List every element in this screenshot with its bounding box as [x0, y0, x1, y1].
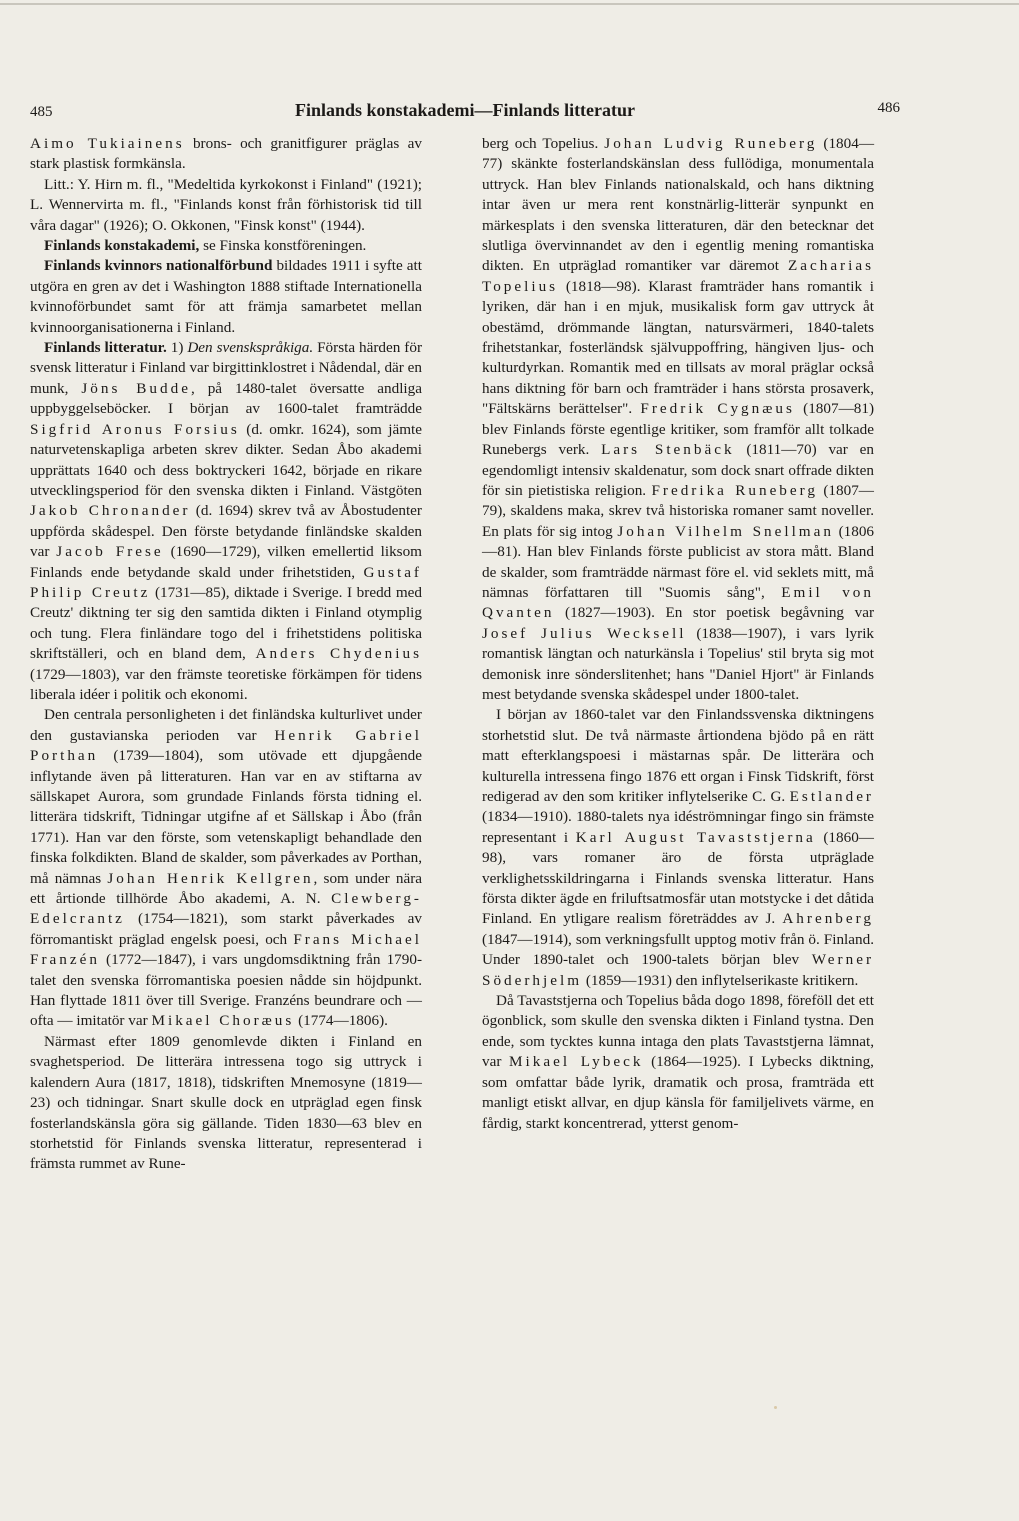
paragraph-text: Då Tavaststjerna och Topelius båda dogo 1898, föreföll det ett ögonblick, som skulle den svenska dikten i Finland tystna. Den ende, som tycktes kunna intaga den plats Tavaststjerna lämnat, var: [482, 992, 874, 1071]
paragraph-text: I början av 1860-talet var den Finlandssvenska diktningens storhetstid slut. De två närmaste årtiondena bjödo på en rätt matt efterklangspoesi i mästarnas spår. De litterära och kulturella intressena fingo 1876 ett organ i Finsk Tidskrift, först redigerad av den som kritiker inflytelserike C. G.: [482, 706, 874, 805]
person-name: Jacob Frese: [56, 543, 164, 561]
person-name: Sigfrid Aronus Forsius: [30, 420, 240, 438]
entry-text: Första härden för svensk litteratur i Finland var birgittinklostret i Nådendal, där en munk,: [30, 339, 422, 397]
running-header: [30, 98, 900, 128]
paragraph-1860s: [482, 705, 874, 991]
entry-text: (1731—85), diktade i Sverige. I bredd med Creutz' diktning ter sig den samtida dikten i Finland otymplig och tung. Flera finländare togo del i frihetstidens politiska skriftställeri, och en bland dem,: [30, 583, 422, 663]
paragraph-text: (1807—81) blev Finlands förste egentlige kritiker, som framför allt tolkade Runebergs verk.: [482, 400, 875, 459]
person-name: Fredrik Cygnæus: [640, 400, 795, 418]
person-name: Anders Chydenius: [255, 645, 422, 663]
paragraph-text: (1739—1804), som utövade ett djupgående inflytande även på litteraturen. Han var en av stiftarna av sällskapet Aurora, som grundade Finlands första tidning el. litterära tidskrift, Tidningar utgifne af et Sällskap i Åbo (från 1771). Han var den förste, som vetenskapligt behandlade den finska folkdikten. Bland de skalder, som påverkades av Porthan, må nämnas: [30, 747, 422, 887]
entry-text: (1690—1729), vilken emellertid liksom Finlands ende betydande skald under frihetstiden,: [30, 543, 422, 581]
entry-konstakademi: [30, 236, 422, 256]
page-number-left: 485: [30, 104, 53, 120]
running-title: Finlands konstakademi—Finlands litteratur: [294, 100, 636, 120]
person-name: Clewberg-Edelcrantz: [30, 890, 422, 928]
paragraph-text: (1847—1914), som verkningsfullt upptog motiv från ö. Finland. Under 1890-talet och 1900-talets början blev: [482, 930, 874, 969]
entry-text: (d. omkr. 1624), som jämte naturvetenskapliga arbeten skrev dikter. Sedan Åbo akademi upprättats 1640 och dess boktryckeri 1642, började en rikare utvecklingsperiod för den svenska dikten i Finland. Västgöten: [30, 420, 422, 499]
person-name: Aimo Tukiainens: [30, 135, 185, 152]
paragraph-text: (1807—79), skaldens maka, skrev två historiska romaner samt noveller. En plats för sig intog: [482, 481, 874, 540]
scan-edge-line: [0, 3, 1019, 5]
person-name: Emil von Qvanten: [482, 583, 874, 622]
paragraph-text: (1860—98), vars romaner äro de första utpräglade verklighetsskildringarna i Finlands svenska litteratur. Hans första dikter ägde en friluftsatmosfär utan motstycke i det dåtida Finland. En ytligare realism företräddes av J.: [482, 828, 874, 928]
page-number-right: 486: [877, 100, 900, 116]
right-column: [482, 134, 874, 1134]
paragraph-text: (1834—1910). 1880-talets nya idéströmningar fingo sin främste representant i: [482, 808, 874, 846]
paragraph-text: (1864—1925). I Lybecks diktning, som omfattar både lyrik, dramatik och prosa, framträda ett manligt etiskt allvar, en djup känsla för familjelivets värme, en fårdig, starkt koncentrerad, ytterst genom-: [482, 1053, 874, 1132]
entry-text: (1729—1803), var den främste teoretiske förkämpen för tidens liberala idéer i politik och ekonomi.: [30, 665, 422, 703]
paragraph-text: (1811—70) var en egendomligt intensiv skaldenatur, som dock snart offrade dikten för sin pietistiska religion.: [482, 441, 874, 499]
paragraph-text: brons- och granitfigurer präglas av stark plastisk formkänsla.: [30, 135, 422, 173]
person-name: Johan Ludvig Runeberg: [604, 135, 818, 152]
entry-text: 1): [166, 339, 188, 357]
person-name: Ahrenberg: [782, 910, 874, 928]
person-name: Mikael Lybeck: [509, 1053, 644, 1071]
paragraph-after-1809: Närmast efter 1809 genomlevde dikten i Finland en svaghetsperiod. De litterära intressena togo sig uttryck i kalendern Aura (1817, 1818), tidskriften Mnemosyne (1819—23) och tidningar. Snart skulle dock en utpräglad egen finsk fosterlandskänsla göra sig gällande. Tiden 1830—63 blev en storhetstid för Finlands svenska litteratur, representerad i främsta rummet av Rune-: [30, 1032, 422, 1173]
left-column: [30, 134, 422, 1175]
person-name: Estlander: [789, 788, 874, 805]
entry-headword: Finlands konstakademi,: [44, 237, 200, 255]
paragraph-1898: [482, 991, 874, 1134]
person-name: Zacharias Topelius: [482, 257, 874, 295]
paper-speck: [774, 1406, 777, 1409]
paragraph-literature-refs: Litt.: Y. Hirn m. fl., "Medeltida kyrkokonst i Finland" (1921); L. Wennervirta m. fl., "Finlands konst från förhistorisk tid till våra dagar" (1926); O. Okkonen, "Finsk konst" (1944).: [30, 175, 422, 234]
paragraph-text: (1838—1907), i vars lyrik romantisk längtan och naturkänsla i Topelius' stil bryta sig mot demonisk inre sönderslitenhet; hans "Daniel Hjort" är Finlands mest betydande svenska skådespel under 1800-talet.: [482, 624, 875, 703]
person-name: Werner Söderhjelm: [482, 951, 874, 989]
person-name: Fredrika Runeberg: [651, 481, 819, 499]
paragraph-runeberg-topelius: [482, 134, 874, 705]
person-name: Lars Stenbäck: [601, 441, 735, 459]
person-name: Karl August Tavaststjerna: [575, 828, 816, 846]
entry-text: , på 1480-talet översatte andliga uppbyggelseböcker. I början av 1600-talet framträdde: [30, 379, 422, 418]
person-name: Gustaf Philip Creutz: [30, 563, 422, 601]
entry-text: se Finska konstföreningen.: [199, 237, 367, 255]
paragraph-text: (1859—1931) den inflytelserikaste kritikern.: [582, 971, 859, 989]
paragraph-text: (1754—1821), som starkt påverkades av förromantiskt präglad engelsk poesi, och: [30, 910, 422, 948]
paragraph-text: (1806—81). Han blev Finlands förste publicist av stora mått. Bland de skalder, som framträdde närmast före el. vid seklets mitt, må nämnas författaren till "Suomis sång",: [482, 522, 875, 601]
entry-text: bildades 1911 i syfte att utgöra en gren av det i Washington 1888 stiftade Internationella kvinnoförbundet samt för att främja samarbetet mellan kvinnoorganisationerna i Finland.: [30, 257, 422, 336]
entry-kvinnors-nationalforbund: [30, 256, 422, 338]
person-name: Jakob Chronander: [30, 502, 191, 520]
paragraph-gustavian-period: [30, 705, 422, 1032]
paragraph-tukiainen: [30, 134, 422, 175]
section-subtitle: Den svenskspråkiga.: [187, 339, 314, 357]
paragraph-text: (1774—1806).: [294, 1012, 388, 1030]
paragraph-text: Den centrala personligheten i det finländska kulturlivet under den gustavianska perioden var: [30, 706, 422, 744]
paragraph-text: (1827—1903). En stor poetisk begåvning var: [554, 604, 874, 622]
person-name: Johan Vilhelm Snellman: [617, 522, 834, 540]
entry-finlands-litteratur: [30, 338, 422, 705]
entry-headword: Finlands kvinnors nationalförbund: [44, 257, 273, 275]
person-name: Jöns Budde: [81, 379, 191, 397]
entry-headword: Finlands litteratur.: [44, 339, 167, 357]
person-name: Josef Julius Wecksell: [482, 624, 687, 642]
paragraph-text: (1772—1847), i vars ungdomsdiktning från 1790-talet den svenska förromantiska poesien nådde sin höjdpunkt. Han flyttade 1811 över till Sverige. Franzéns beundrare och — ofta — imitatör var: [30, 951, 422, 1030]
paragraph-text: berg och Topelius.: [482, 135, 605, 152]
person-name: Johan Henrik Kellgren: [107, 869, 314, 887]
paragraph-text: (1804—77) skänkte fosterlandskänslan dess fullödiga, monumentala uttryck. Han blev Finlands nationalskald, och hans diktning intar även ur mera rent konstnärlig-litterär synpunkt en märkesplats i den svenska litteraturen, där den betecknar det slutliga övervinnandet av den i egentlig mening romantiska dikten. En utpräglad romantiker var däremot: [482, 135, 875, 275]
paragraph-text: , som under nära ett årtionde tillhörde Åbo akademi, A. N.: [30, 869, 423, 908]
entry-text: (d. 1694) skrev två av Åbostudenter uppförda skådespel. Den förste betydande finländske skalden var: [30, 502, 422, 561]
person-name: Frans Michael Franzén: [30, 930, 423, 969]
paragraph-text: (1818—98). Klarast framträder hans romantik i lyriken, där han i en mjuk, musikalisk form gav uttryck åt obestämd, drömmande längtan, natursvärmeri, 1840-talets frihetstankar, fosterländsk självuppoffring, hängiven ljus- och kulturdyrkan. Romantik med en tillsats av moral präglar också hans diktning för barn och framträder i hans största prosaverk, "Fältskärns berättelser".: [482, 277, 874, 418]
person-name: Mikael Choræus: [151, 1012, 295, 1030]
person-name: Henrik Gabriel Porthan: [30, 726, 422, 765]
